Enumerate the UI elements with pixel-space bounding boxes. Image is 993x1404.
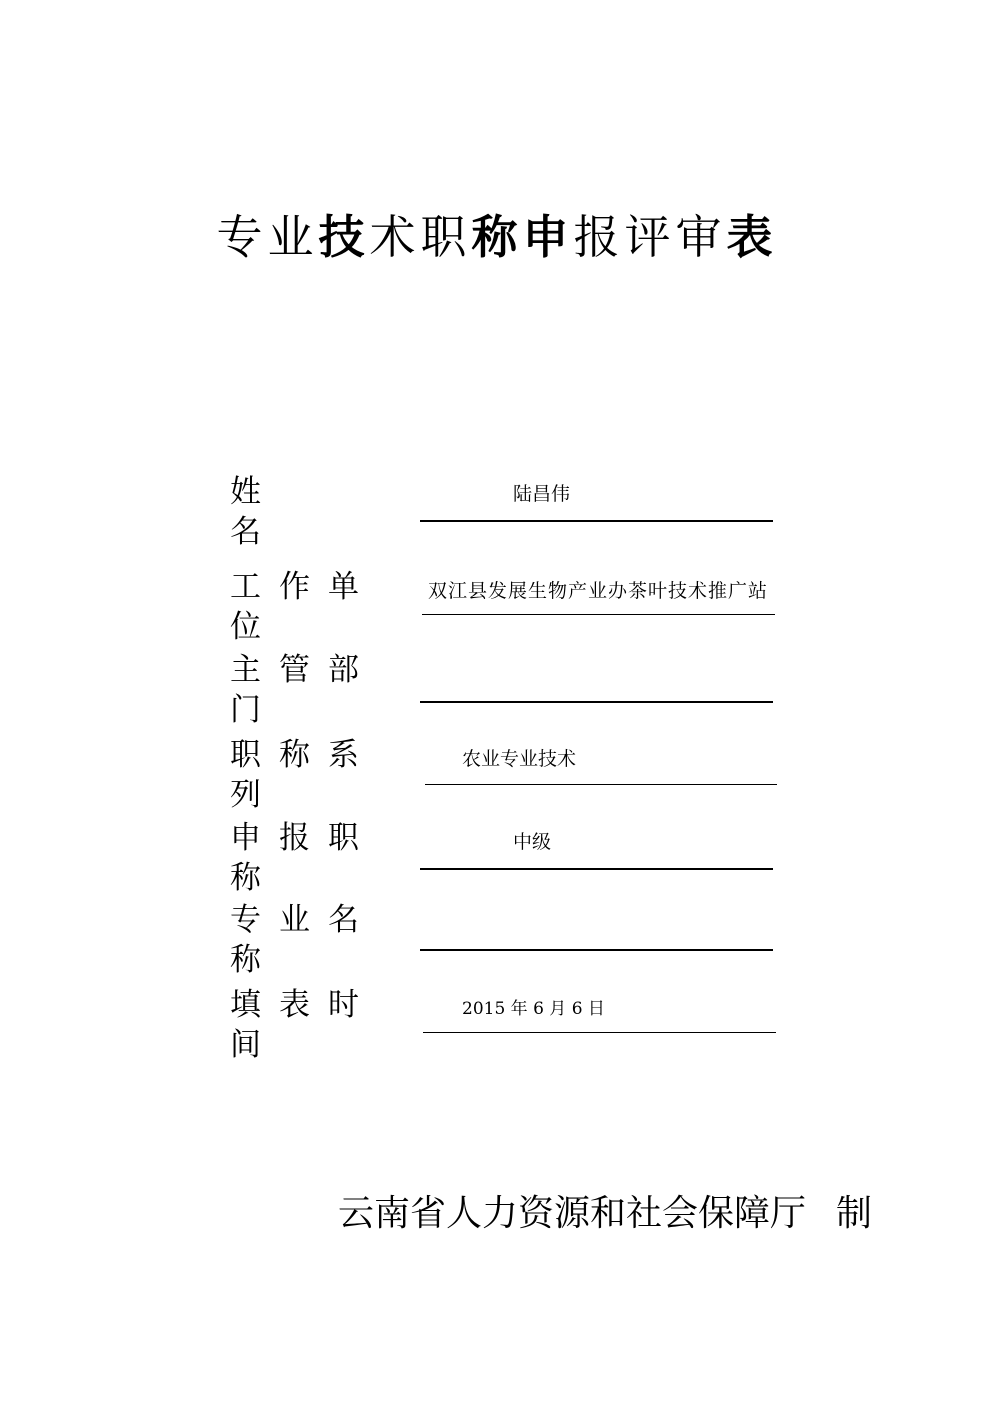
underline bbox=[422, 614, 775, 615]
field-label bbox=[230, 650, 415, 730]
field-row-applied-title bbox=[230, 818, 790, 896]
field-label bbox=[230, 472, 415, 552]
title-char: 技 bbox=[318, 210, 369, 264]
issuer-footer bbox=[338, 1190, 872, 1238]
fill-date-value[interactable]: 2015 年 6 月 6 日 bbox=[462, 999, 605, 1019]
title-char: 专 bbox=[216, 210, 267, 264]
field-row-title-series bbox=[230, 735, 790, 813]
work-unit-value[interactable]: 双江县发展生物产业办茶叶技术推广站 bbox=[428, 580, 769, 602]
applied-title-value[interactable]: 中级 bbox=[513, 831, 552, 853]
field-label-text: 主管部门 bbox=[230, 652, 377, 728]
title-char: 术 bbox=[369, 210, 420, 264]
field-label bbox=[230, 735, 415, 815]
field-label-text: 申报职称 bbox=[230, 820, 377, 896]
underline bbox=[423, 1032, 776, 1033]
underline bbox=[425, 784, 777, 785]
underline bbox=[420, 949, 773, 951]
title-char: 报 bbox=[573, 210, 624, 264]
field-row-specialty bbox=[230, 900, 790, 978]
title-char: 审 bbox=[675, 210, 726, 264]
field-row-department bbox=[230, 650, 790, 728]
title-char: 评 bbox=[624, 210, 675, 264]
title-char: 表 bbox=[726, 210, 777, 264]
title-series-value[interactable]: 农业专业技术 bbox=[462, 748, 577, 770]
field-label-text: 工作单位 bbox=[230, 569, 377, 645]
underline bbox=[420, 701, 773, 703]
field-label-text: 姓名 bbox=[230, 474, 379, 550]
field-label bbox=[230, 985, 415, 1065]
issuer-name: 云南省人力资源和社会保障厅 bbox=[338, 1193, 807, 1234]
underline bbox=[420, 868, 773, 870]
name-value[interactable]: 陆昌伟 bbox=[513, 483, 571, 505]
issuer-suffix: 制 bbox=[836, 1193, 873, 1234]
field-row-name bbox=[230, 472, 790, 550]
field-label bbox=[230, 567, 415, 647]
title-char: 称 bbox=[471, 210, 522, 264]
field-label-text: 专业名称 bbox=[230, 902, 377, 978]
field-row-fill-date bbox=[230, 985, 790, 1063]
field-label-text: 职称系列 bbox=[230, 737, 377, 813]
title-char: 业 bbox=[267, 210, 318, 264]
form-title bbox=[0, 205, 993, 269]
field-label bbox=[230, 900, 415, 980]
underline bbox=[420, 520, 773, 522]
title-char: 申 bbox=[522, 210, 573, 264]
field-label-text: 填表时间 bbox=[230, 987, 377, 1063]
field-row-work-unit bbox=[230, 567, 790, 645]
title-char: 职 bbox=[420, 210, 471, 264]
field-label bbox=[230, 818, 415, 898]
